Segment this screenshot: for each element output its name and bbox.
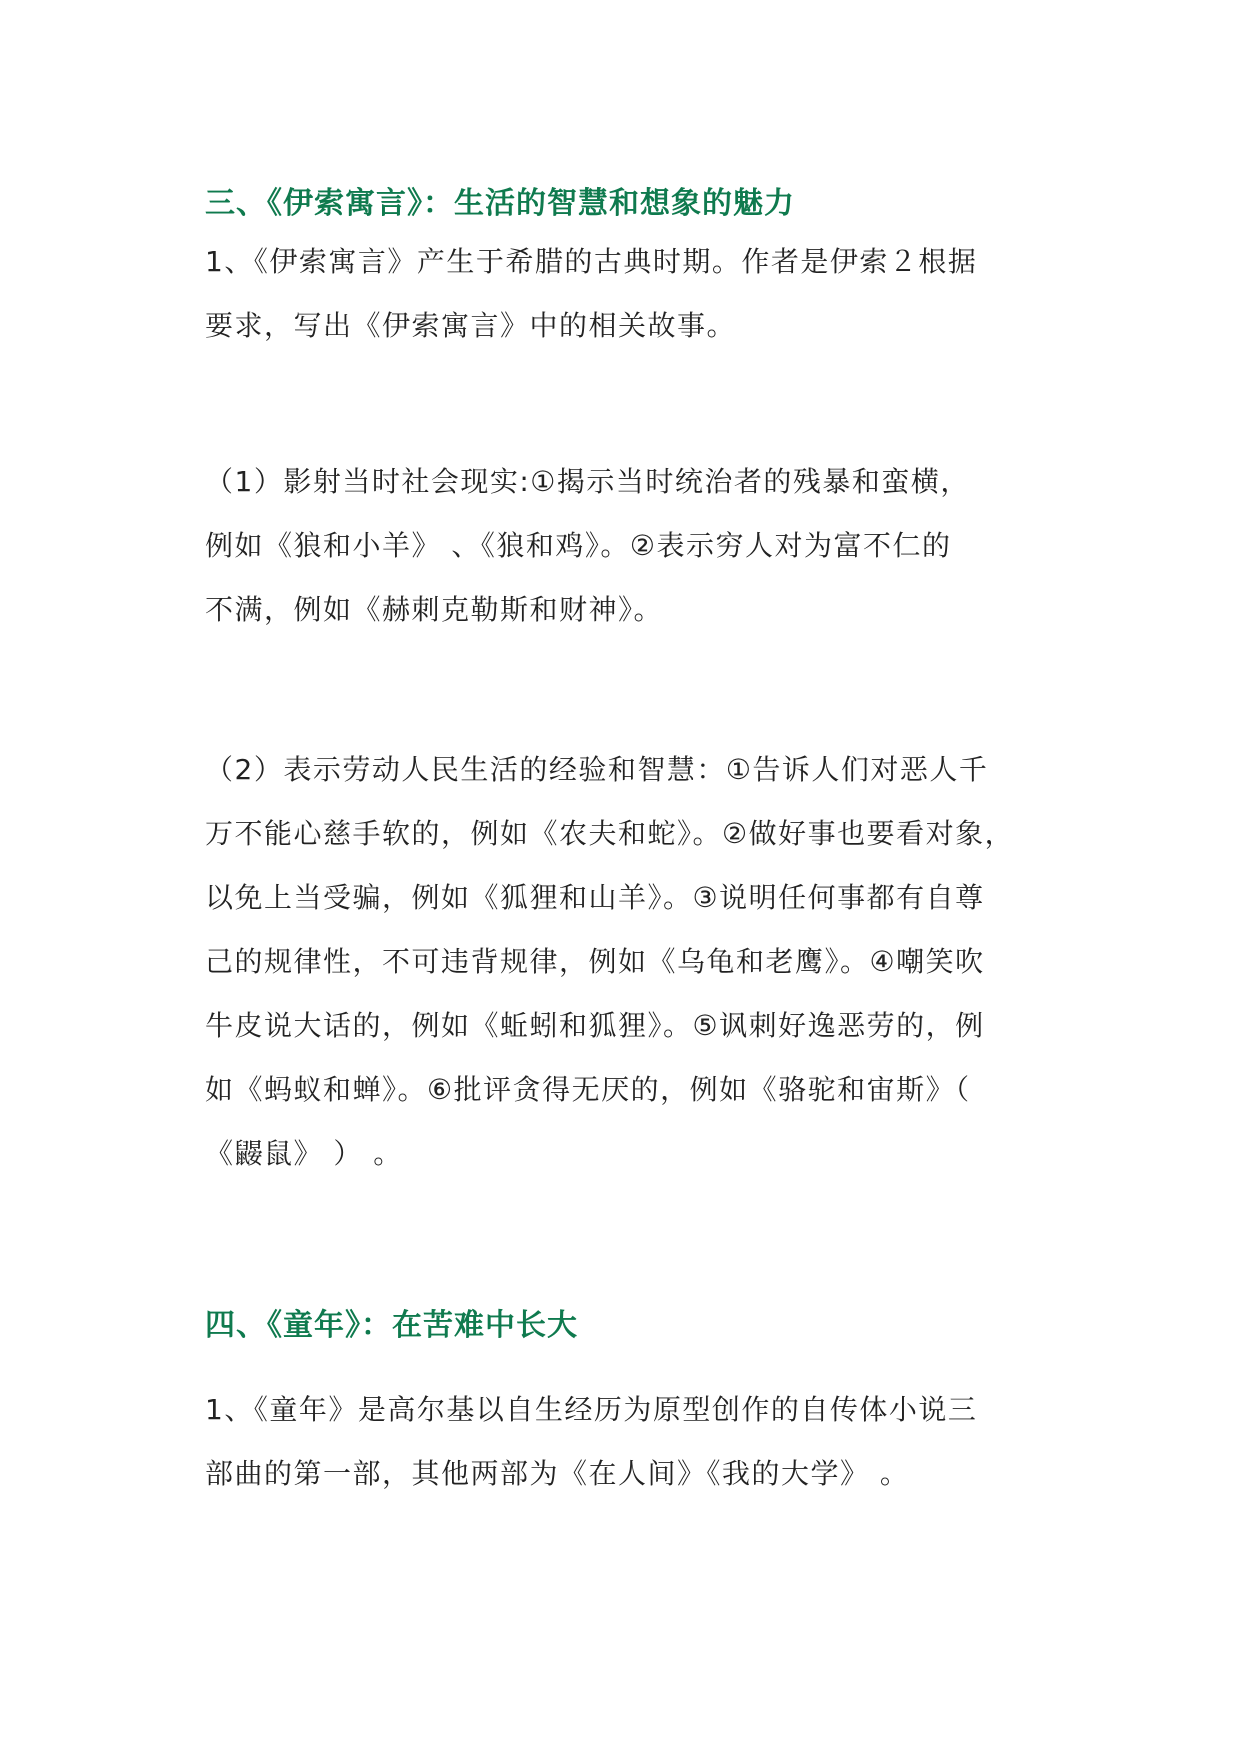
paragraph-line: 不满，例如《赫刺克勒斯和财神》。 bbox=[205, 593, 664, 626]
paragraph-line: 要求，写出《伊索寓言》中的相关故事。 bbox=[205, 309, 737, 342]
section-four-paragraph-1 bbox=[205, 1378, 1065, 1506]
paragraph-line: 牛皮说大话的，例如《蚯蚓和狐狸》。⑤讽刺好逸恶劳的，例 bbox=[205, 1009, 985, 1042]
section-three-paragraph-1 bbox=[205, 230, 1065, 358]
paragraph-line: 《鼹鼠》 ） 。 bbox=[205, 1137, 403, 1170]
section-three-paragraph-3 bbox=[205, 738, 1065, 1186]
paragraph-line: （1）影射当时社会现实:①揭示当时统治者的残暴和蛮横， bbox=[205, 465, 970, 498]
section-three-heading: 三、《伊索寓言》：生活的智慧和想象的魅力 bbox=[205, 186, 795, 221]
paragraph-line: 如《蚂蚁和蝉》。⑥批评贪得无厌的，例如《骆驼和宙斯》（ bbox=[205, 1073, 971, 1106]
section-three-paragraph-2 bbox=[205, 450, 1065, 642]
paragraph-line: 以免上当受骗，例如《狐狸和山羊》。③说明任何事都有自尊 bbox=[205, 881, 985, 914]
section-four-heading: 四、《童年》：在苦难中长大 bbox=[205, 1308, 578, 1343]
paragraph-line: 万不能心慈手软的，例如《农夫和蛇》。②做好事也要看对象， bbox=[205, 817, 1015, 850]
paragraph-line: 1、《童年》是高尔基以自生经历为原型创作的自传体小说三 bbox=[205, 1393, 978, 1426]
paragraph-line: 例如《狼和小羊》 、《狼和鸡》。②表示穷人对为富不仁的 bbox=[205, 529, 952, 562]
paragraph-line: （2）表示劳动人民生活的经验和智慧：①告诉人们对恶人千 bbox=[205, 753, 989, 786]
paragraph-line: 己的规律性，不可违背规律，例如《乌龟和老鹰》。④嘲笑吹 bbox=[205, 945, 985, 978]
paragraph-line: 部曲的第一部，其他两部为《在人间》《我的大学》 。 bbox=[205, 1457, 910, 1490]
paragraph-line: 1、《伊索寓言》产生于希腊的古典时期。作者是伊索２根据 bbox=[205, 245, 978, 278]
